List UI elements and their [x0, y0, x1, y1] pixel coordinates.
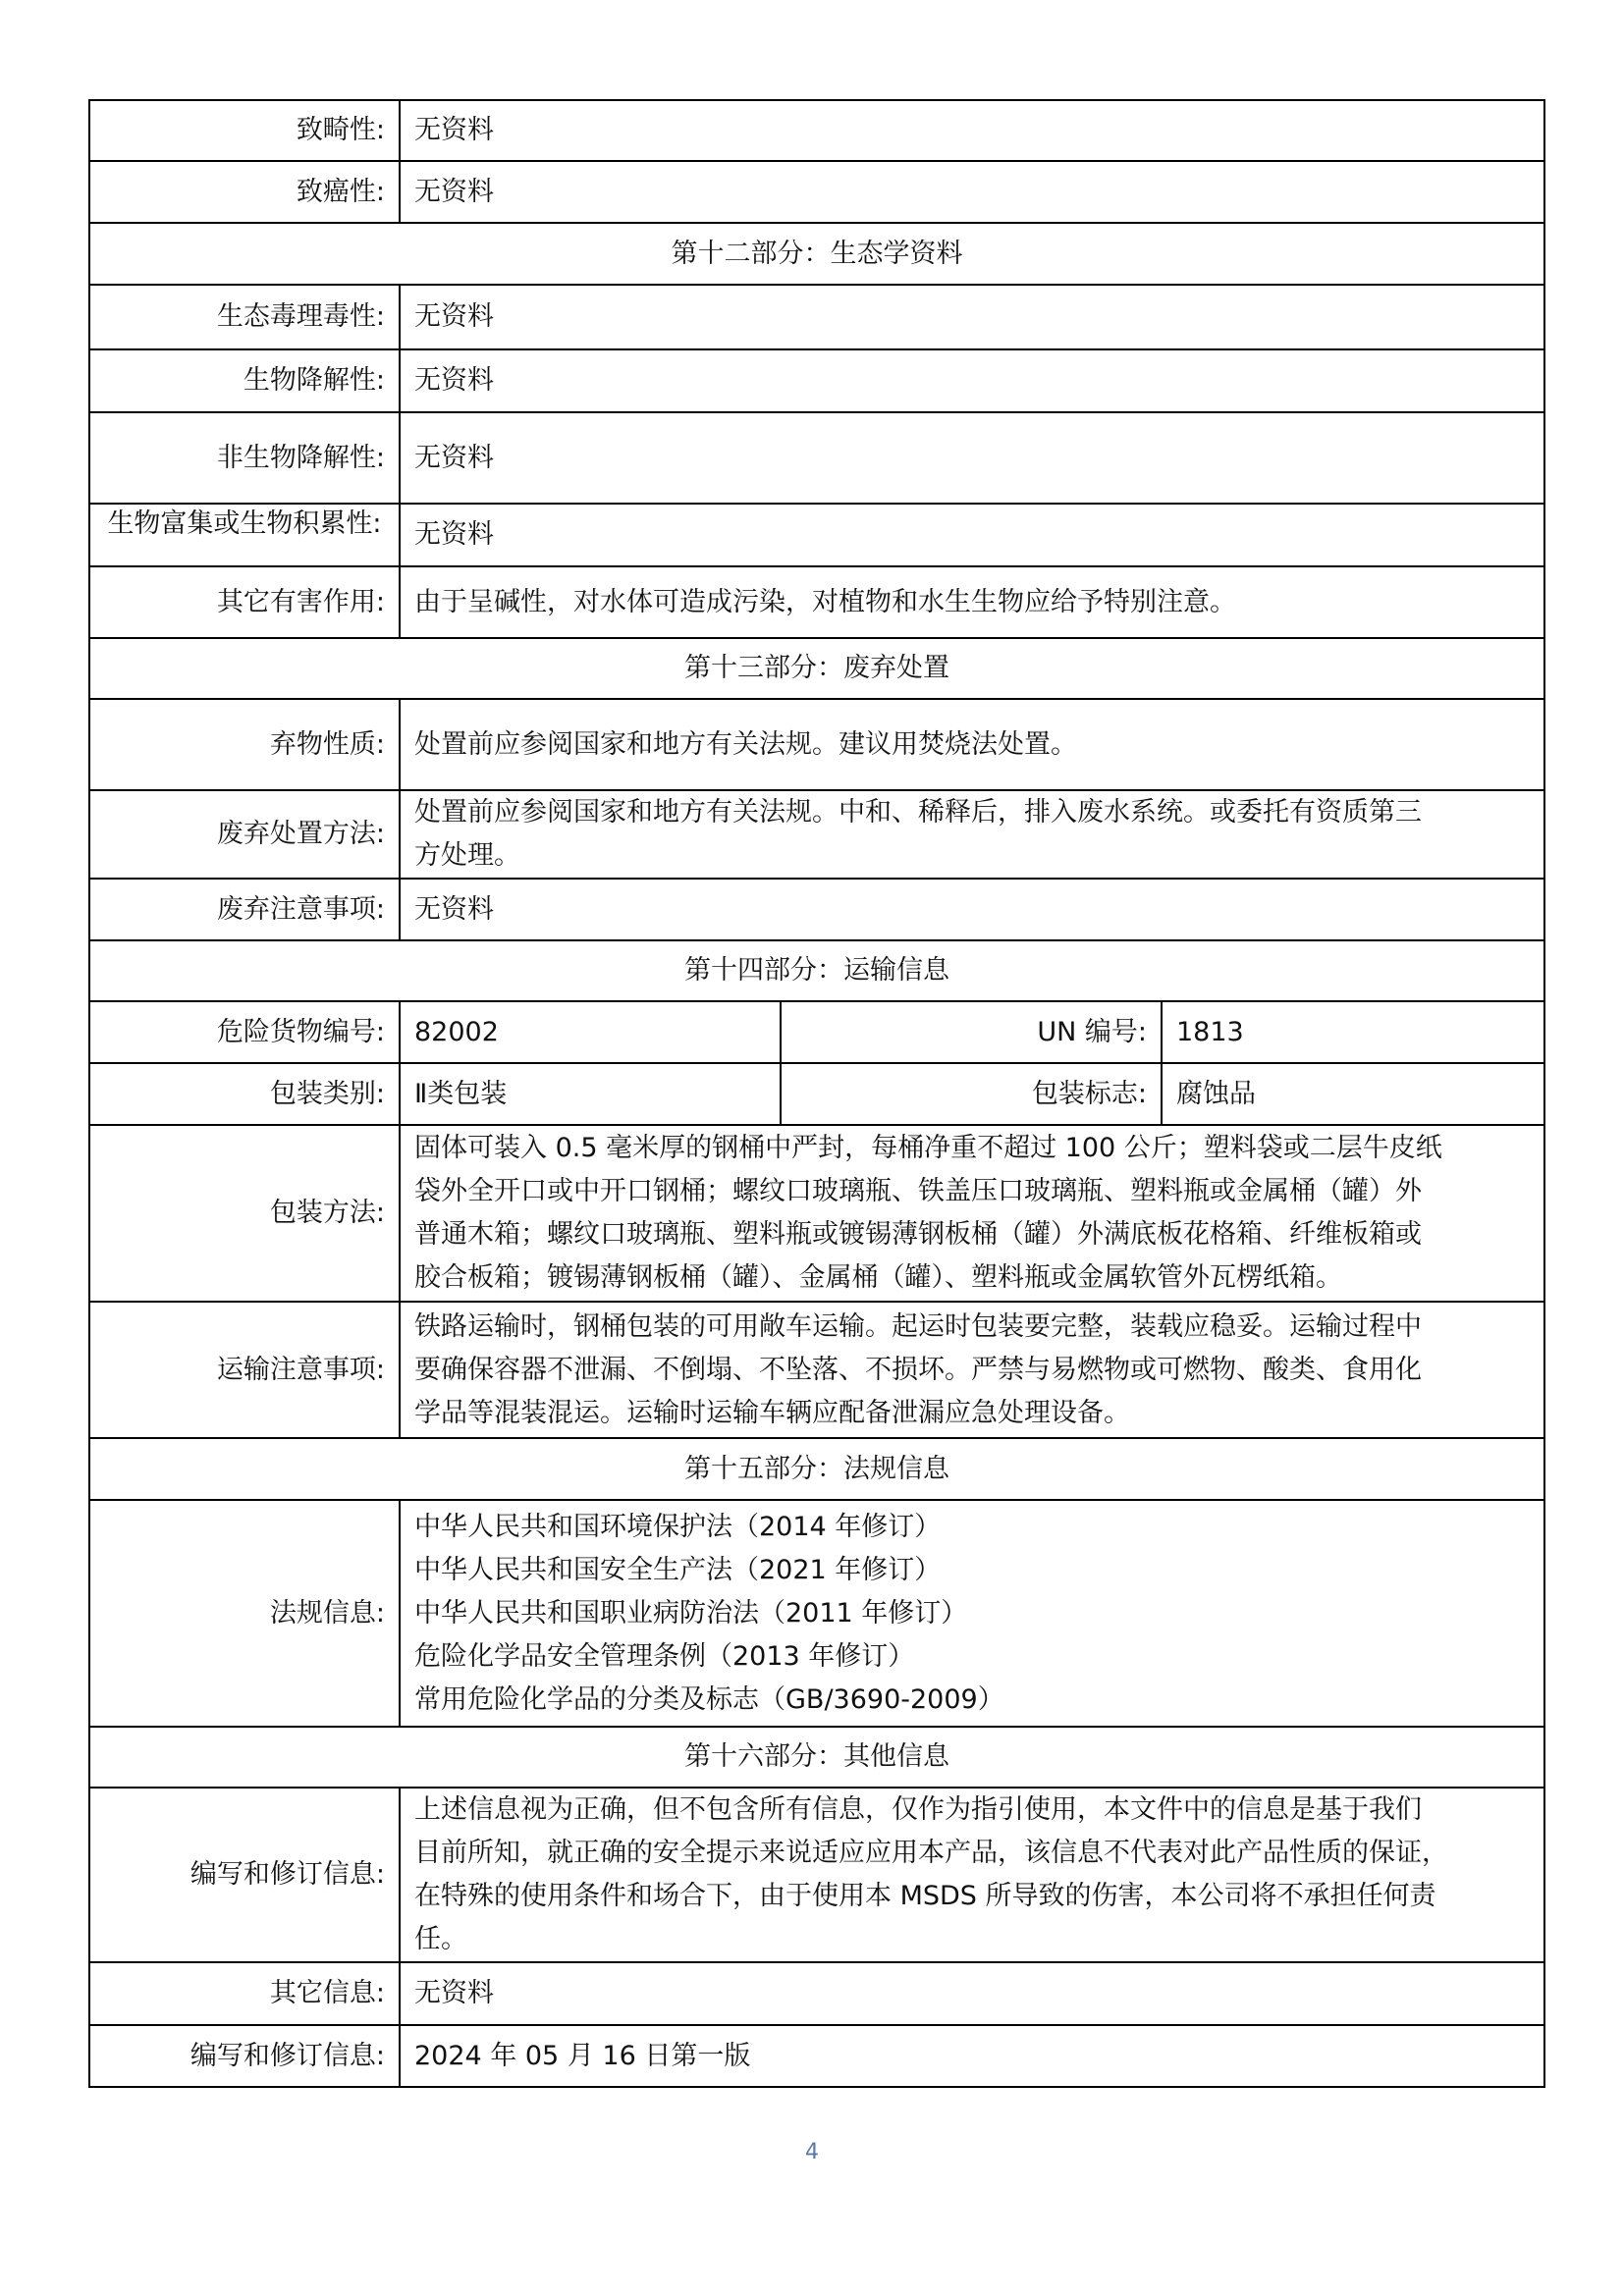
label-non-biodegradability: 非生物降解性:	[89, 412, 400, 504]
label-bioaccumulation	[89, 504, 400, 566]
text-line: 在特殊的使用条件和场合下，由于使用本 MSDS 所导致的伤害，本公司将不承担任何责	[414, 1881, 1436, 1911]
label-packing-method: 包装方法:	[89, 1125, 400, 1302]
label-other-info: 其它信息:	[89, 1962, 400, 2025]
value-packing-method	[400, 1125, 1544, 1302]
value-packing-group: Ⅱ类包装	[400, 1063, 781, 1125]
page-number: 4	[805, 2140, 819, 2164]
text-line: 要确保容器不泄漏、不倒塌、不坠落、不损坏。严禁与易燃物或可燃物、酸类、食用化	[414, 1354, 1422, 1385]
text-line: 学品等混装混运。运输时运输车辆应配备泄漏应急处理设备。	[414, 1397, 1130, 1428]
value-packing-mark: 腐蚀品	[1162, 1063, 1544, 1125]
value-disposal-method	[400, 790, 1544, 879]
value-un-no: 1813	[1162, 1001, 1544, 1063]
label-transport-notes: 运输注意事项:	[89, 1302, 400, 1438]
row-goods-and-un-number	[89, 1001, 1544, 1063]
row-bioaccumulation	[89, 504, 1544, 566]
value-dangerous-goods-no: 82002	[400, 1001, 781, 1063]
row-teratogenicity	[89, 100, 1544, 161]
value-ecotoxicity: 无资料	[400, 285, 1544, 349]
text-line: 袋外全开口或中开口钢桶；螺纹口玻璃瓶、铁盖压口玻璃瓶、塑料瓶或金属桶（罐）外	[414, 1176, 1422, 1206]
section-title-12: 第十二部分：生态学资料	[89, 223, 1544, 285]
section-header-13	[89, 638, 1544, 699]
value-transport-notes	[400, 1302, 1544, 1438]
row-packing-method	[89, 1125, 1544, 1302]
label-dangerous-goods-no: 危险货物编号:	[89, 1001, 400, 1063]
label-regulations: 法规信息:	[89, 1500, 400, 1727]
value-other-info: 无资料	[400, 1962, 1544, 2025]
text-line: 固体可装入 0.5 毫米厚的钢桶中严封，每桶净重不超过 100 公斤；塑料袋或二层牛皮纸	[414, 1133, 1442, 1163]
label-teratogenicity: 致畸性:	[89, 100, 400, 161]
label-packing-mark: 包装标志:	[781, 1063, 1162, 1125]
row-revision-date	[89, 2025, 1544, 2087]
section-title-15: 第十五部分：法规信息	[89, 1438, 1544, 1500]
label-other-hazards: 其它有害作用:	[89, 566, 400, 638]
row-revision-info	[89, 1788, 1544, 1962]
value-revision-info	[400, 1788, 1544, 1962]
label-un-no: UN 编号:	[781, 1001, 1162, 1063]
value-non-biodegradability: 无资料	[400, 412, 1544, 504]
section-header-12	[89, 223, 1544, 285]
label-revision-date: 编写和修订信息:	[89, 2025, 400, 2087]
label-waste-nature: 弃物性质:	[89, 699, 400, 790]
row-other-hazards	[89, 566, 1544, 638]
value-other-hazards: 由于呈碱性，对水体可造成污染，对植物和水生生物应给予特别注意。	[400, 566, 1544, 638]
row-other-info	[89, 1962, 1544, 2025]
row-disposal-notes	[89, 879, 1544, 940]
regulation-item: 中华人民共和国安全生产法（2021 年修订）	[414, 1554, 942, 1585]
text-line: 上述信息视为正确，但不包含所有信息，仅作为指引使用，本文件中的信息是基于我们	[414, 1794, 1422, 1825]
text-line: 任。	[414, 1924, 467, 1954]
section-header-16	[89, 1727, 1544, 1788]
msds-table	[88, 99, 1545, 2088]
value-waste-nature: 处置前应参阅国家和地方有关法规。建议用焚烧法处置。	[400, 699, 1544, 790]
row-non-biodegradability	[89, 412, 1544, 504]
row-ecotoxicity	[89, 285, 1544, 349]
row-waste-nature	[89, 699, 1544, 790]
section-header-15	[89, 1438, 1544, 1500]
regulation-item: 常用危险化学品的分类及标志（GB/3690-2009）	[414, 1683, 1004, 1715]
msds-sheet	[88, 99, 1543, 2088]
regulation-item: 中华人民共和国环境保护法（2014 年修订）	[414, 1511, 942, 1542]
text-line: 目前所知，就正确的安全提示来说适应应用本产品，该信息不代表对此产品性质的保证，	[414, 1838, 1448, 1868]
value-teratogenicity: 无资料	[400, 100, 1544, 161]
regulation-item: 危险化学品安全管理条例（2013 年修订）	[414, 1640, 915, 1672]
label-biodegradability: 生物降解性:	[89, 349, 400, 412]
row-disposal-method	[89, 790, 1544, 879]
row-biodegradability	[89, 349, 1544, 412]
value-revision-date: 2024 年 05 月 16 日第一版	[400, 2025, 1544, 2087]
label-ecotoxicity: 生态毒理毒性:	[89, 285, 400, 349]
value-biodegradability: 无资料	[400, 349, 1544, 412]
label-bioaccumulation-text: 生物富集或生物积累性:	[107, 508, 382, 539]
value-regulations	[400, 1500, 1544, 1727]
row-regulations	[89, 1500, 1544, 1727]
text-line: 处置前应参阅国家和地方有关法规。中和、稀释后，排入废水系统。或委托有资质第三	[414, 797, 1422, 828]
text-line: 铁路运输时，钢桶包装的可用敞车运输。起运时包装要完整，装载应稳妥。运输过程中	[414, 1310, 1422, 1342]
value-carcinogenicity: 无资料	[400, 161, 1544, 223]
label-revision-info: 编写和修订信息:	[89, 1788, 400, 1962]
text-line: 胶合板箱；镀锡薄钢板桶（罐）、金属桶（罐）、塑料瓶或金属软管外瓦楞纸箱。	[414, 1262, 1342, 1293]
section-header-14	[89, 940, 1544, 1001]
row-transport-notes	[89, 1302, 1544, 1438]
row-packing-group-and-mark	[89, 1063, 1544, 1125]
text-line: 普通木箱；螺纹口玻璃瓶、塑料瓶或镀锡薄钢板桶（罐）外满底板花格箱、纤维板箱或	[414, 1219, 1422, 1250]
regulation-item: 中华人民共和国职业病防治法（2011 年修订）	[414, 1597, 968, 1629]
label-carcinogenicity: 致癌性:	[89, 161, 400, 223]
section-title-13: 第十三部分：废弃处置	[89, 638, 1544, 699]
value-bioaccumulation: 无资料	[400, 504, 1544, 566]
section-title-14: 第十四部分：运输信息	[89, 940, 1544, 1001]
label-disposal-method: 废弃处置方法:	[89, 790, 400, 879]
section-title-16: 第十六部分：其他信息	[89, 1727, 1544, 1788]
text-line: 方处理。	[414, 840, 520, 871]
label-disposal-notes: 废弃注意事项:	[89, 879, 400, 940]
label-packing-group: 包装类别:	[89, 1063, 400, 1125]
row-carcinogenicity	[89, 161, 1544, 223]
value-disposal-notes: 无资料	[400, 879, 1544, 940]
